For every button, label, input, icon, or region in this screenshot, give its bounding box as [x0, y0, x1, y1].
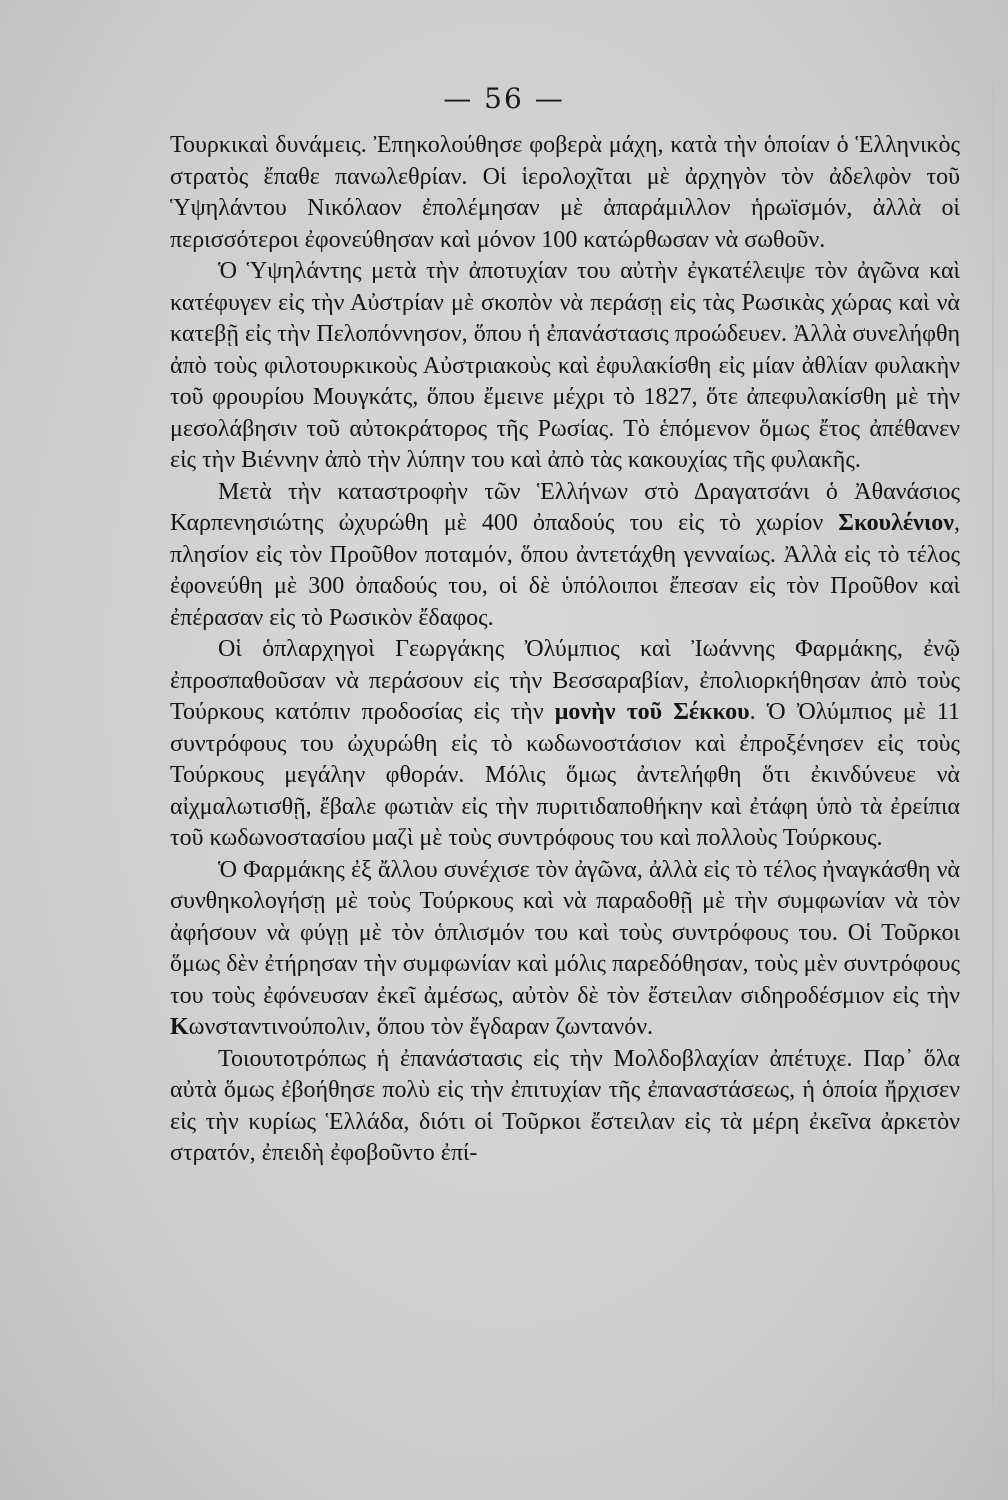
- paragraph-5: [170, 855, 960, 1044]
- bold-place-name: μονὴν τοῦ Σέκκου: [554, 699, 750, 725]
- paragraph-3: [170, 477, 960, 635]
- page-fold-shadow: [992, 0, 994, 1500]
- paragraph-text: Οἱ ὁπλαρχηγοὶ Γεωργάκης Ὀλύμπιος καὶ Ἰωάννης Φαρμάκης, ἐνῷ ἐπροσπαθοῦσαν νὰ περάσουν εἰς τὴν Βεσσαραβίαν, ἐπολιορκήθησαν ἀπὸ τοὺς Τούρκους κατόπιν προδοσίας εἰς τὴν: [170, 636, 960, 725]
- page-number: — 56 —: [443, 82, 565, 115]
- paragraph-6: [170, 1044, 960, 1170]
- body-text: [170, 130, 960, 1170]
- bold-initial: Κ: [170, 1014, 189, 1040]
- bold-place-name: Σκουλένιον: [838, 510, 954, 536]
- paragraph-text: , πλησίον εἰς τὸν Προῦθον ποταμόν, ὅπου ἀντετάχθη γενναίως. Ἀλλὰ εἰς τὸ τέλος ἐφονεύθη μὲ 300 ὀπαδούς του, οἱ δὲ ὑπόλοιποι ἔπεσαν εἰς τὸν Προῦθον καὶ ἐπέρασαν εἰς τὸ Ρωσικὸν ἔδαφος.: [170, 510, 960, 631]
- paragraph-4: [170, 634, 960, 855]
- paragraph-text: ωνσταντινούπολιν, ὅπου τὸν ἔγδαραν ζωντανόν.: [188, 1014, 654, 1040]
- paragraph-text: Ὁ Φαρμάκης ἐξ ἄλλου συνέχισε τὸν ἀγῶνα, ἀλλὰ εἰς τὸ τέλος ἠναγκάσθη νὰ συνθηκολογήσῃ μὲ τοὺς Τούρκους καὶ νὰ παραδοθῇ μὲ τὴν συμφωνίαν νὰ τὸν ἀφήσουν νὰ φύγῃ μὲ τὸν ὁπλισμόν του καὶ τοὺς συντρόφους του. Οἱ Τοῦρκοι ὅμως δὲν ἐτήρησαν τὴν συμφωνίαν καὶ μόλις παρεδόθησαν, τοὺς μὲν συντρόφους του τοὺς ἐφόνευσαν ἐκεῖ ἀμέσως, αὐτὸν δὲ τὸν ἔστειλαν σιδηροδέσμιον εἰς τὴν: [170, 856, 960, 1009]
- paragraph-text: Τοιουτοτρόπως ἡ ἐπανάστασις εἰς τὴν Μολδοβλαχίαν ἀπέτυχε. Παρ᾽ ὅλα αὐτὰ ὅμως ἐβοήθησε πολὺ εἰς τὴν ἐπιτυχίαν τῆς ἐπαναστάσεως, ἡ ὁποία ἤρχισεν εἰς τὴν κυρίως Ἑλλάδα, διότι οἱ Τοῦρκοι ἔστειλαν εἰς τὰ μέρη ἐκεῖνα ἀρκετὸν στρατόν, ἐπειδὴ ἐφοβοῦντο ἐπί-: [170, 1045, 960, 1166]
- paragraph-1: [170, 130, 960, 256]
- paragraph-text: Μετὰ τὴν καταστροφὴν τῶν Ἑλλήνων στὸ Δραγατσάνι ὁ Ἀθανάσιος Καρπενησιώτης ὠχυρώθη μὲ 400 ὀπαδούς του εἰς τὸ χωρίον: [170, 478, 960, 536]
- paragraph-2: [170, 256, 960, 477]
- paragraph-text: Ὁ Ὑψηλάντης μετὰ τὴν ἀποτυχίαν του αὐτὴν ἐγκατέλειψε τὸν ἀγῶνα καὶ κατέφυγεν εἰς τὴν Αὐστρίαν μὲ σκοπὸν νὰ περάσῃ εἰς τὰς Ρωσικὰς χώρας καὶ νὰ κατεβῇ εἰς τὴν Πελοπόννησον, ὅπου ἡ ἐπανάστασις προώδευεν. Ἀλλὰ συνελήφθη ἀπὸ τοὺς φιλοτουρκικοὺς Αὐστριακοὺς καὶ ἐφυλακίσθη εἰς μίαν ἀθλίαν φυλακὴν τοῦ φρουρίου Μουγκάτς, ὅπου ἔμεινε μέχρι τὸ 1827, ὅτε ἀπεφυλακίσθη μὲ τὴν μεσολάβησιν τοῦ αὐτοκράτορος τῆς Ρωσίας. Τὸ ἑπόμενον ὅμως ἔτος ἀπέθανεν εἰς τὴν Βιέννην ἀπὸ τὴν λύπην του καὶ ἀπὸ τὰς κακουχίας τῆς φυλακῆς.: [170, 258, 960, 473]
- paragraph-text: Τουρκικαὶ δυνάμεις. Ἐπηκολούθησε φοβερὰ μάχη, κατὰ τὴν ὁποίαν ὁ Ἑλληνικὸς στρατὸς ἔπαθε πανωλεθρίαν. Οἱ ἱερολοχῖται μὲ ἀρχηγὸν τὸν ἀδελφὸν τοῦ Ὑψηλάντου Νικόλαον ἐπολέμησαν μὲ ἀπαράμιλλον ἡρωϊσμόν, ἀλλὰ οἱ περισσότεροι ἐφονεύθησαν καὶ μόνον 100 κατώρθωσαν νὰ σωθοῦν.: [170, 132, 960, 253]
- paragraph-text: . Ὁ Ὀλύμπιος μὲ 11 συντρόφους του ὠχυρώθη εἰς τὸ κωδωνοστάσιον καὶ ἐπροξένησεν εἰς τοὺς Τούρκους μεγάλην φθοράν. Μόλις ὅμως ἀντελήφθη ὅτι ἐκινδύνευε νὰ αἰχμαλωτισθῇ, ἔβαλε φωτιὰν εἰς τὴν πυριτιδαποθήκην καὶ ἐτάφη ὑπὸ τὰ ἐρείπια τοῦ κωδωνοστασίου μαζὶ μὲ τοὺς συντρόφους του καὶ πολλοὺς Τούρκους.: [170, 699, 961, 851]
